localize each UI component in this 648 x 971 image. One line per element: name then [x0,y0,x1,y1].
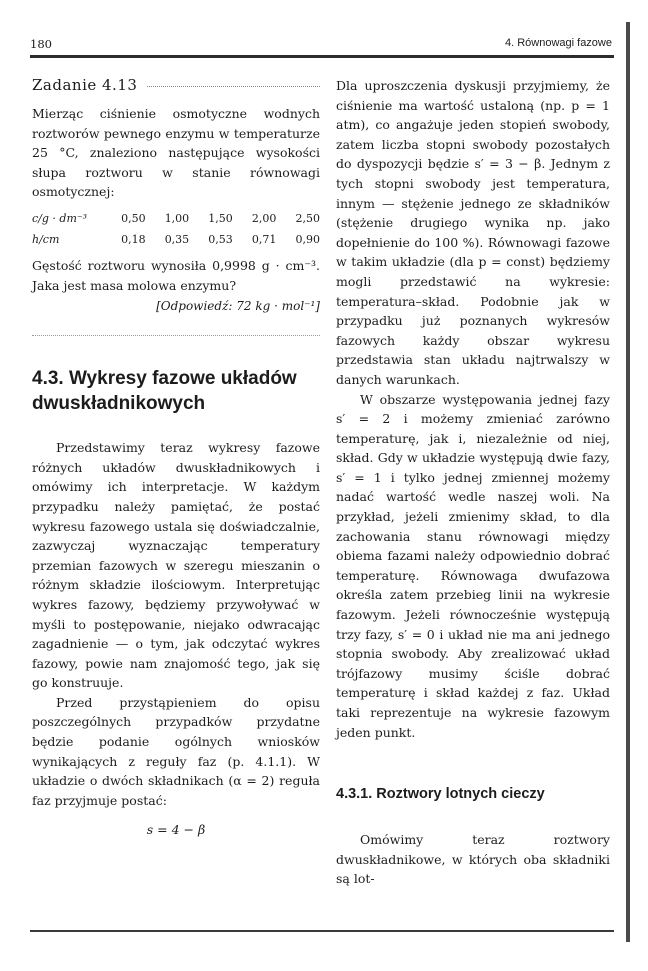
running-head: 4. Równowagi fazowe [504,37,612,49]
phase-rule-formula: s = 4 − β [146,822,206,838]
table-cell: 0,53 [208,232,233,246]
section-paragraph-4: W obszarze występowania jednej fazy s′ = 2 i możemy zmieniać zarówno temperaturę, jak i, niezależnie od niej, skład. Gdy w układzie występują dwie fazy, s′ = 1 i tylko jednej zmiennej możemy nadać wartość wedle naszej woli. Na przykład, jeżeli zmienimy skład, to dla zachowania stanu równowagi między obiema fazami należy odpowiednio dobrać temperaturę. Równowaga dwufazowa określa zatem przebieg linii na wykresie fazowym. Jeżeli równocześnie występują trzy fazy, s′ = 0 i układ nie ma ani jednego stopnia swobody. Aby zrealizować układ trójfazowy musimy ściśle dobrać temperaturę i skład każdej z faz. Układ taki reprezentuje na wykresie fazowym jeden punkt. [336,391,610,740]
page-number: 180 [30,37,52,51]
table-cell: 0,71 [251,232,277,246]
table-cell: 1,00 [164,211,190,225]
row-label: h/cm [32,232,60,246]
page-edge-bar [626,22,630,942]
task-intro: Mierząc ciśnienie osmotyczne wodnych roztworów pewnego enzymu w temperaturze 25 °C, znaleziono następujące wysokości słupa roztworu w stanie równowagi osmotycznej: [32,106,320,200]
task-title: Zadanie 4.13 [32,76,138,94]
measurement-table [32,208,320,250]
section-paragraph-3: Dla uproszczenia dyskusji przyjmiemy, że ciśnienie ma wartość ustaloną (np. p = 1 atm), co angażuje jeden stopień swobody, zatem liczba stopni swobody pozostałych do dyspozycji będzie s′ = 3 − β. Jednym z tych stopni swobody jest temperatura, innym — stężenie jednego ze składników (stężenie drugiego wynika np. jako dopełnienie do 100 %). Równowagi fazowe w takim układzie (dla p = const) będziemy mogli przedstawić na wykresie: temperatura–skład. Podobnie jak w przypadku już poznanych wykresów fazowych każdy obszar wykresu przedstawia stan układu najtrwalszy w danych warunkach. [336,78,610,387]
row-label: c/g · dm⁻³ [32,211,88,225]
table-cell: 0,50 [121,211,146,225]
section-title: 4.3. Wykresy fazowe układów dwuskładnikowych [32,368,297,415]
footer-rule [30,930,614,932]
section-paragraph-1: Przedstawimy teraz wykresy fazowe różnych układów dwuskładnikowych i omówimy ich interpretacje. W każdym przypadku należy pamiętać, że postać wykresu fazowego ustala się doświadczalnie, zazwyczaj wyznaczając temperatury przemian fazowych w szeregu mieszanin o różnym składzie ilościowym. Interpretując wykres fazowy, będziemy przywoływać w myśli to postępowanie, niejako odwracając zagadnienie — o tym, jak odczytać wykres fazowy, powie nam znajomość tego, jak się go konstruuje. [32,440,320,691]
task-heading [32,76,320,94]
subsection-paragraph: Omówimy teraz roztwory dwuskładnikowe, w których oba składniki są lot- [336,832,610,887]
subsection-title: 4.3.1. Roztwory lotnych cieczy [336,786,545,803]
task-separator [32,335,320,336]
table-cell: 0,18 [121,232,146,246]
table-cell: 0,35 [164,232,190,246]
section-paragraph-2: Przed przystąpieniem do opisu poszczególnych przypadków przydatne będzie podanie ogólnych wniosków wynikających z reguły faz (p. 4.1.1). W układzie o dwóch składnikach (α = 2) reguła faz przyjmuje postać: [32,694,320,808]
table-row [32,229,320,250]
task-answer: [Odpowiedź: 72 kg · mol⁻¹] [156,299,320,314]
table-cell: 0,90 [295,232,320,246]
table-row [32,208,320,229]
left-column [32,76,320,837]
header-rule [30,55,614,58]
task-question: Gęstość roztworu wynosiła 0,9998 g · cm⁻³. Jaka jest masa molowa enzymu? [32,257,320,293]
right-column [336,76,610,889]
table-cell: 2,00 [251,211,277,225]
table-cell: 2,50 [295,211,320,225]
table-cell: 1,50 [208,211,233,225]
task-heading-leader [147,86,320,87]
